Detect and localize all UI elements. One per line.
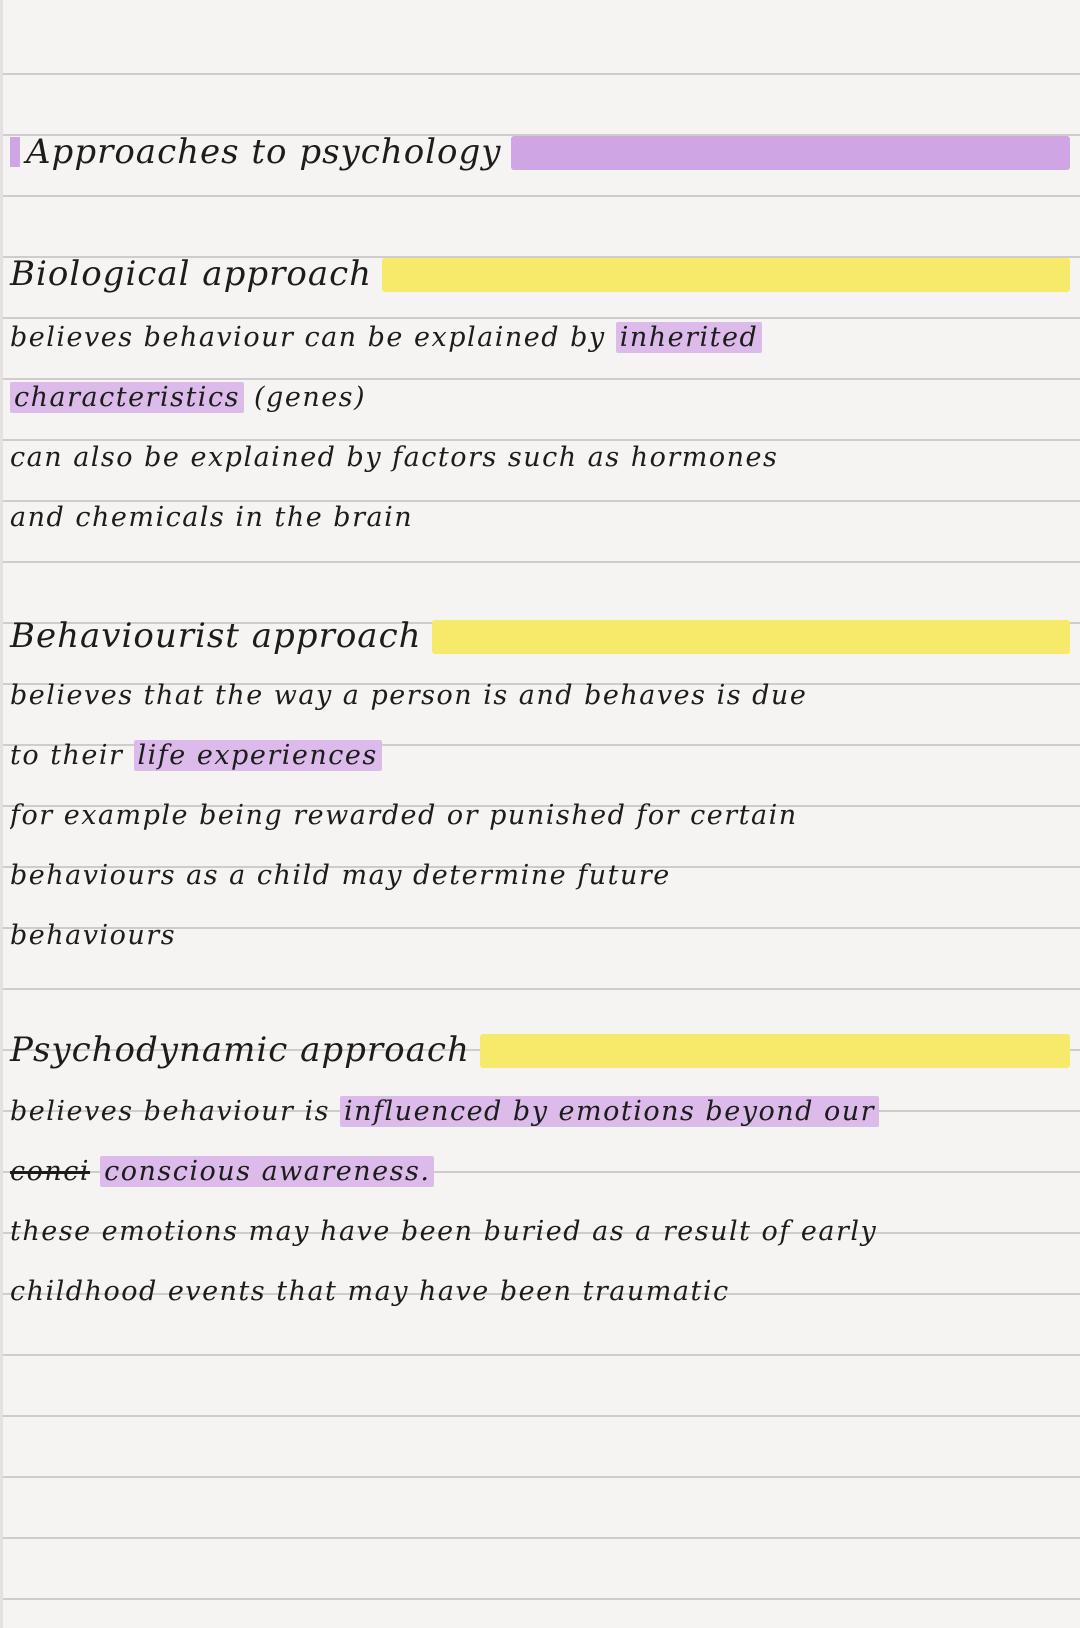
section-heading-text: Psychodynamic approach	[10, 1030, 470, 1070]
section-heading-psychodynamic	[10, 1020, 1070, 1072]
note-line: characteristics (genes)	[10, 378, 1060, 418]
note-line: can also be explained by factors such as hormones	[10, 442, 779, 473]
highlighted-text: life experiences	[134, 740, 382, 771]
title-highlight-bar	[511, 136, 1070, 170]
note-line: behaviours as a child may determine future	[10, 860, 671, 891]
note-line: believes that the way a person is and behaves is due	[10, 680, 808, 711]
note-line: believes behaviour is influenced by emotions beyond our	[10, 1092, 1060, 1132]
page-margin	[0, 0, 3, 1628]
note-line: childhood events that may have been traumatic	[10, 1276, 730, 1307]
note-line: believes behaviour can be explained by inherited	[10, 318, 1060, 358]
note-line	[10, 1152, 1060, 1192]
note-line: behaviours	[10, 920, 177, 951]
heading-highlight-bar	[382, 258, 1070, 292]
highlighted-text: inherited	[616, 322, 763, 353]
highlighted-text: conscious awareness.	[100, 1156, 434, 1187]
section-heading-text: Behaviourist approach	[10, 616, 422, 656]
note-line: and chemicals in the brain	[10, 502, 414, 533]
section-heading-behaviourist	[10, 606, 1070, 658]
page-title-text: Approaches to psychology	[26, 132, 502, 172]
note-line: these emotions may have been buried as a result of early	[10, 1216, 878, 1247]
section-heading-text: Biological approach	[10, 254, 373, 294]
section-heading-biological	[10, 244, 1070, 296]
title-highlight-mark	[10, 137, 20, 167]
heading-highlight-bar	[480, 1034, 1070, 1068]
crossed-out-text: conci	[10, 1156, 91, 1187]
note-line: to their life experiences	[10, 736, 1060, 776]
page-title	[10, 122, 1070, 174]
heading-highlight-bar	[432, 620, 1070, 654]
highlighted-text: characteristics	[10, 382, 244, 413]
note-line: for example being rewarded or punished for certain	[10, 800, 798, 831]
highlighted-text: influenced by emotions beyond our	[340, 1096, 879, 1127]
